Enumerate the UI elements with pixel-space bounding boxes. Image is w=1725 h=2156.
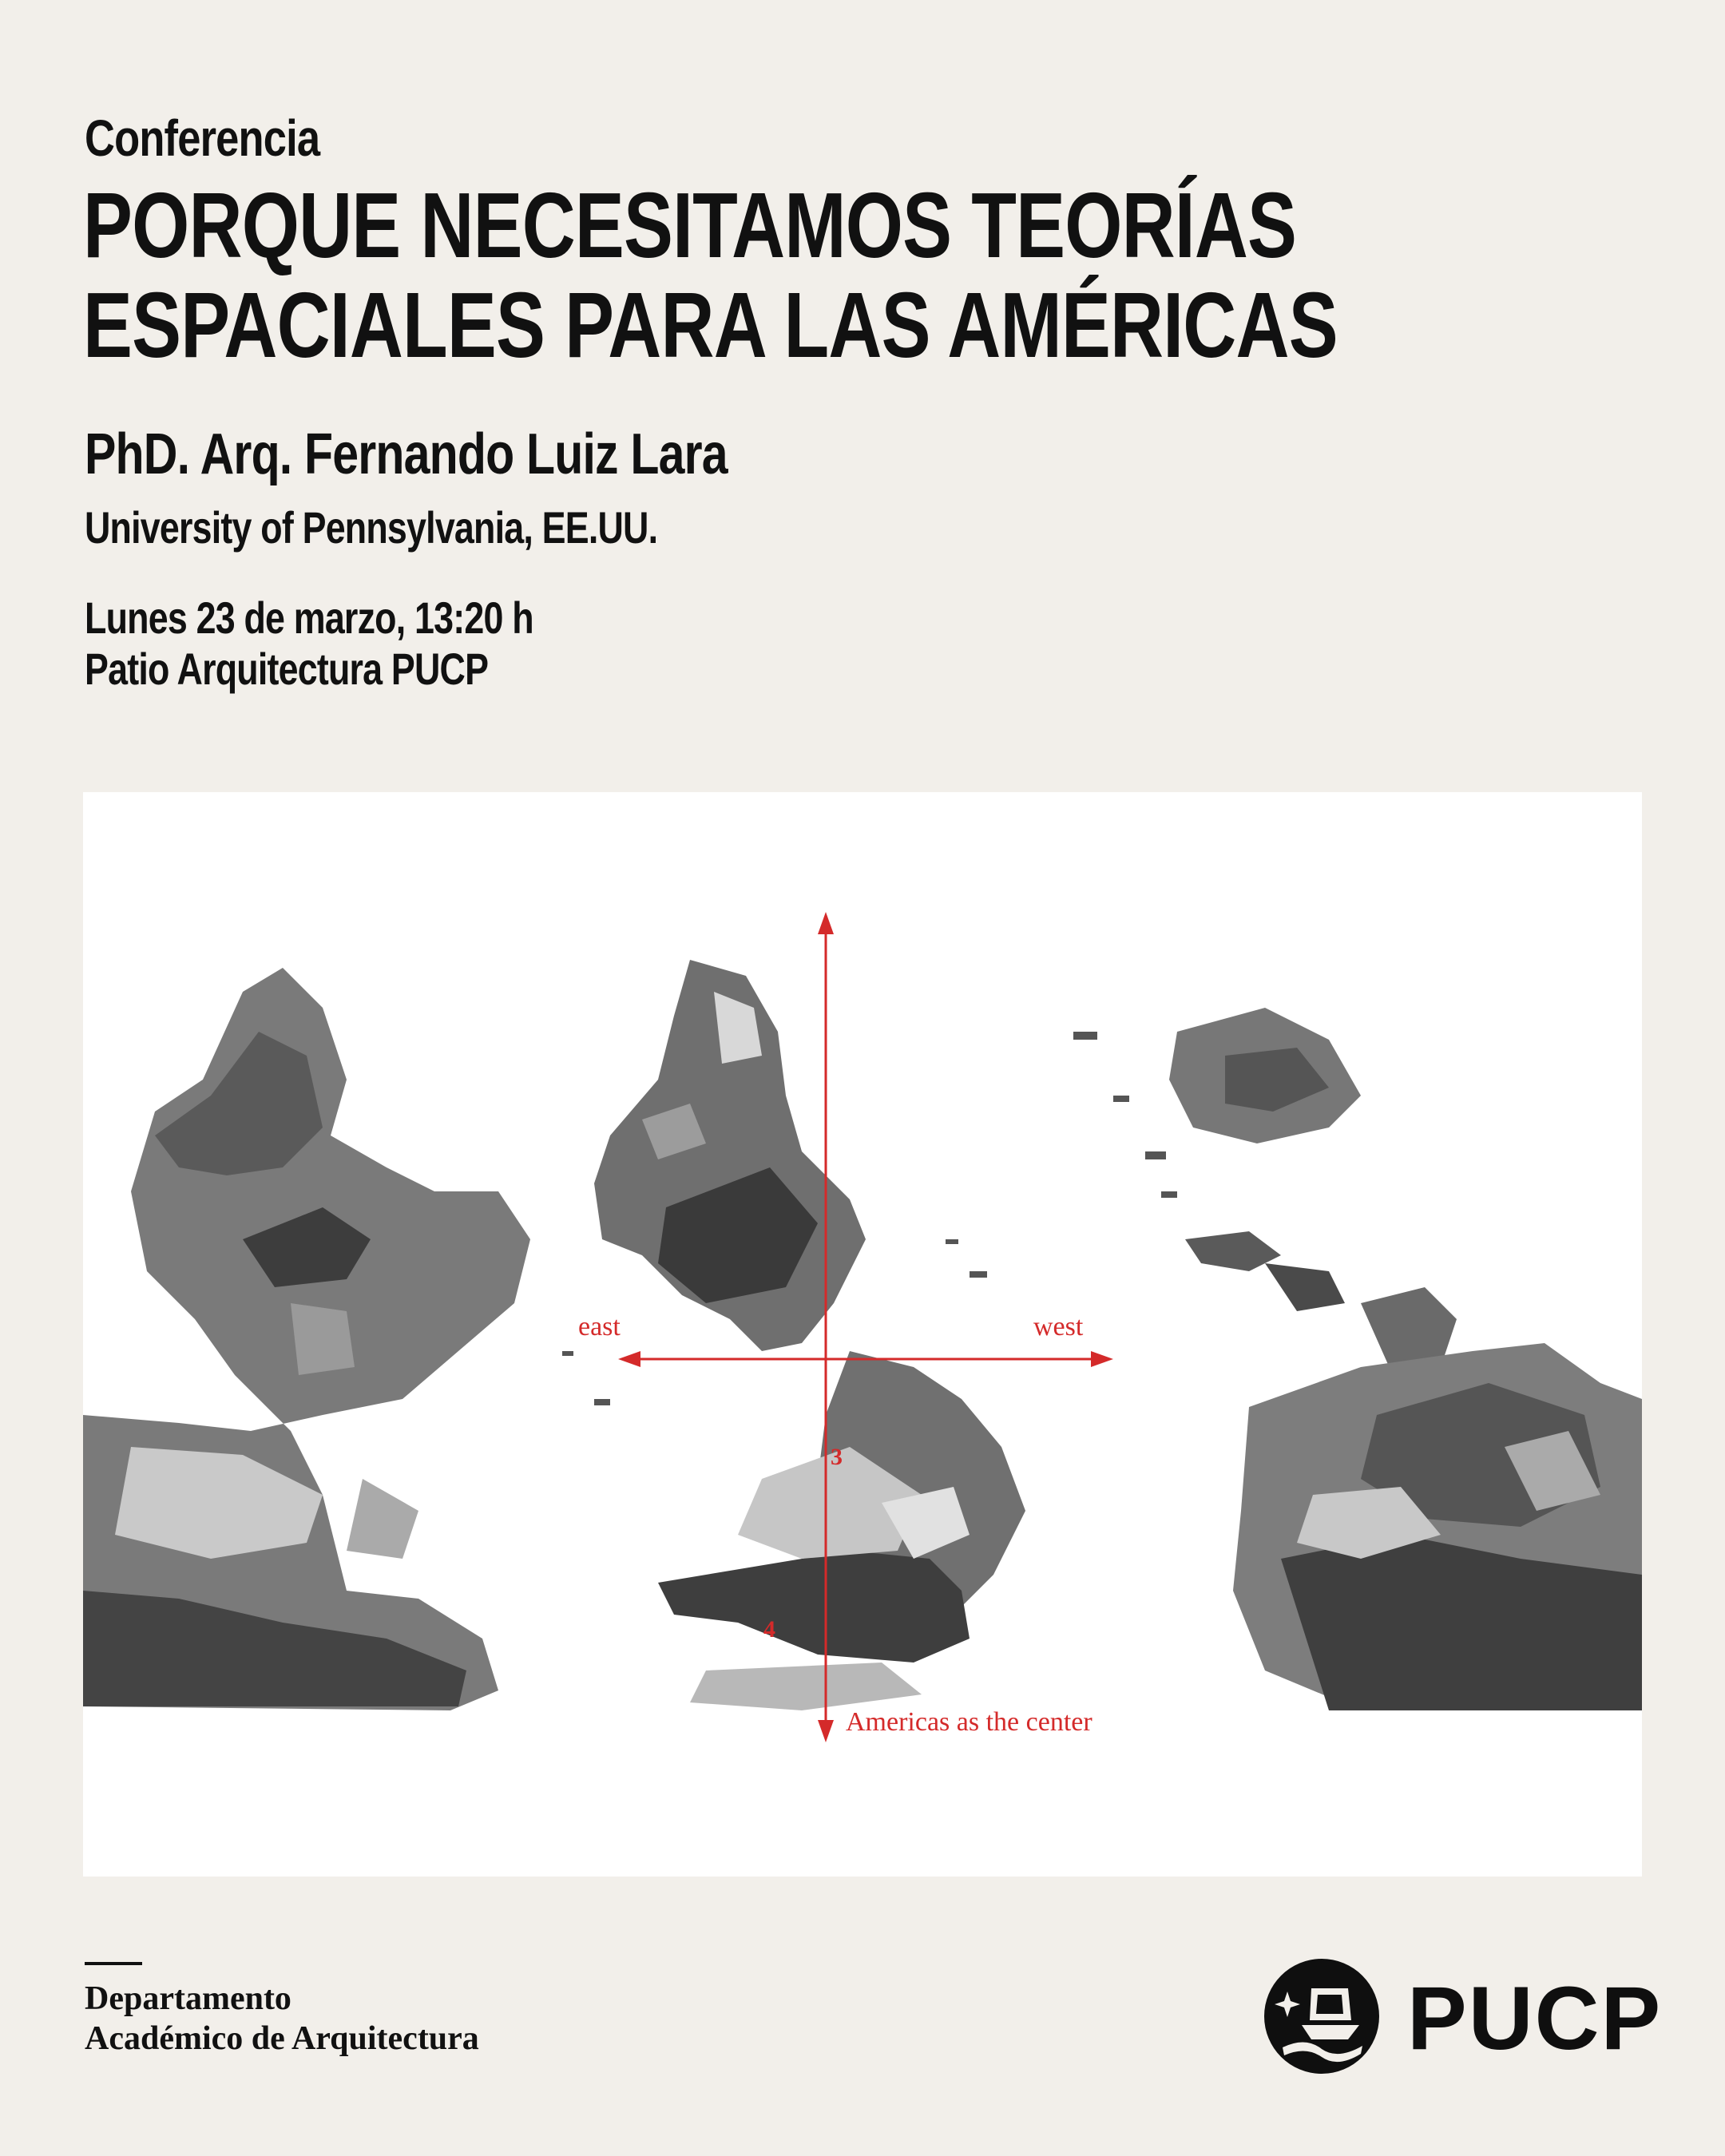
event-type-label: Conferencia [85, 109, 320, 167]
landmass-right [1169, 1008, 1642, 1710]
landmass-left [83, 968, 530, 1710]
pucp-logo [1262, 1956, 1663, 2076]
landmass-americas [594, 960, 1025, 1710]
label-east: east [578, 1312, 621, 1342]
pucp-wordmark: PUCP [1407, 1968, 1663, 2068]
label-west: west [1033, 1312, 1084, 1342]
department-name [85, 1979, 479, 2059]
map-figure [83, 792, 1642, 1877]
title-line-2: ESPACIALES PARA LAS AMÉRICAS [83, 273, 1338, 377]
inverted-world-map [83, 792, 1642, 1877]
pucp-emblem-icon [1262, 1956, 1382, 2076]
event-date-time: Lunes 23 de marzo, 13:20 h [85, 593, 533, 643]
poster-title [83, 173, 1425, 377]
label-region-3: 3 [831, 1444, 843, 1470]
department-line-1: Departamento [85, 1980, 291, 2017]
event-details [85, 593, 533, 695]
speaker-name: PhD. Arq. Fernando Luiz Lara [85, 422, 728, 486]
label-region-4: 4 [763, 1616, 775, 1643]
footer-rule [85, 1962, 142, 1965]
event-venue: Patio Arquitectura PUCP [85, 644, 489, 694]
speaker-affiliation: University of Pennsylvania, EE.UU. [85, 502, 658, 553]
title-line-1: PORQUE NECESITAMOS TEORÍAS [83, 173, 1297, 277]
department-line-2: Académico de Arquitectura [85, 2020, 479, 2057]
map-caption: Americas as the center [846, 1707, 1092, 1737]
